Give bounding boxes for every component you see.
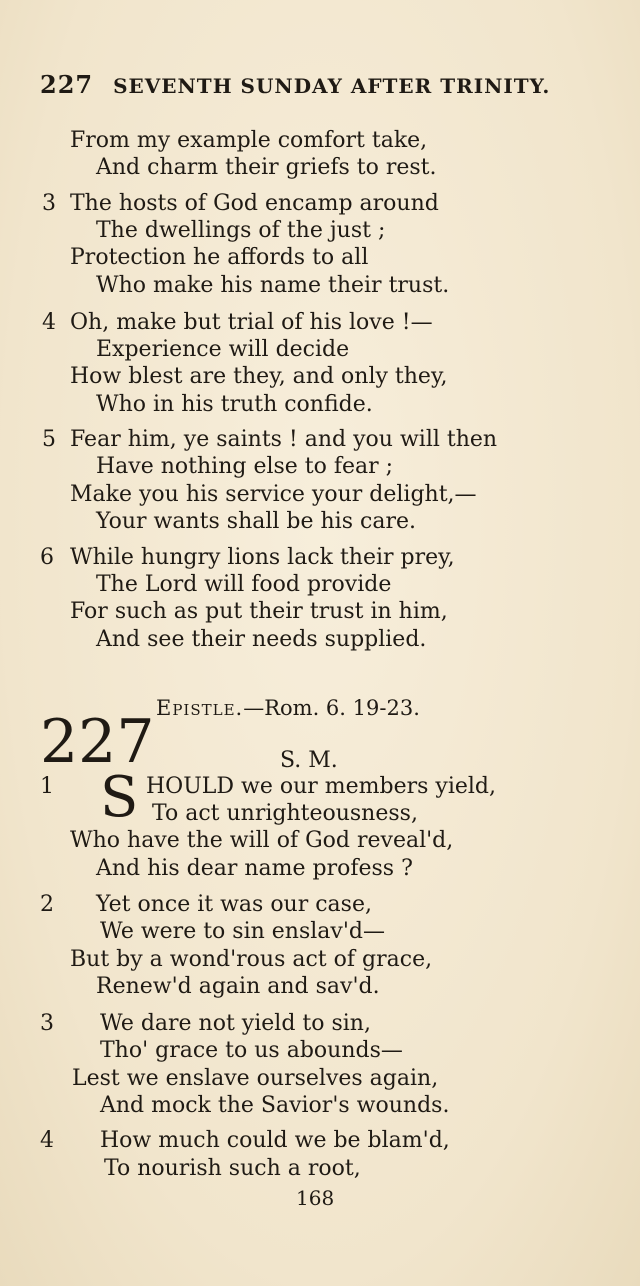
verse-line: And see their needs supplied. bbox=[96, 627, 427, 652]
verse-line: But by a wond'rous act of grace, bbox=[70, 947, 433, 972]
verse-line: The hosts of God encamp around bbox=[70, 191, 439, 216]
verse-line: We were to sin enslav'd— bbox=[100, 919, 385, 944]
page-number: 168 bbox=[296, 1186, 335, 1210]
verse-number: 3 bbox=[40, 1011, 54, 1036]
epistle-reference: —Rom. 6. 19-23. bbox=[243, 696, 420, 720]
verse-line: How blest are they, and only they, bbox=[70, 364, 448, 389]
hymn-number: 227 bbox=[40, 707, 155, 777]
verse-line: Tho' grace to us abounds— bbox=[100, 1038, 403, 1063]
epistle-heading bbox=[156, 696, 420, 720]
verse-number: 3 bbox=[42, 191, 56, 216]
verse-number: 5 bbox=[42, 427, 56, 452]
verse-line: Who in his truth confide. bbox=[96, 392, 373, 417]
verse-line: The dwellings of the just ; bbox=[96, 218, 386, 243]
verse-line: Protection he affords to all bbox=[70, 245, 369, 270]
drop-cap: S bbox=[100, 765, 139, 830]
epistle-label: Epistle. bbox=[156, 696, 244, 720]
verse-number: 4 bbox=[42, 310, 56, 335]
verse-line: While hungry lions lack their prey, bbox=[70, 545, 455, 570]
running-header bbox=[40, 70, 600, 99]
verse-line: Have nothing else to fear ; bbox=[96, 454, 394, 479]
header-title: SEVENTH SUNDAY AFTER TRINITY. bbox=[113, 74, 551, 98]
verse-line: And charm their griefs to rest. bbox=[96, 155, 437, 180]
verse-number: 1 bbox=[40, 774, 54, 799]
verse-line: Oh, make but trial of his love !— bbox=[70, 310, 433, 335]
header-page-ref: 227 bbox=[40, 70, 94, 99]
verse-line: Fear him, ye saints ! and you will then bbox=[70, 427, 498, 452]
verse-line: The Lord will food provide bbox=[96, 572, 392, 597]
verse-line: To act unrighteousness, bbox=[152, 801, 418, 826]
verse-line: For such as put their trust in him, bbox=[70, 599, 448, 624]
verse-line: Lest we enslave ourselves again, bbox=[72, 1066, 439, 1091]
verse-number: 2 bbox=[40, 892, 54, 917]
verse-line: And mock the Savior's wounds. bbox=[100, 1093, 450, 1118]
verse-line: We dare not yield to sin, bbox=[100, 1011, 371, 1036]
verse-line: From my example comfort take, bbox=[70, 128, 428, 153]
verse-line: Yet once it was our case, bbox=[96, 892, 372, 917]
verse-line: Who have the will of God reveal'd, bbox=[70, 828, 454, 853]
verse-line: Make you his service your delight,— bbox=[70, 482, 477, 507]
verse-line: Your wants shall be his care. bbox=[96, 509, 416, 534]
verse-line: HOULD we our members yield, bbox=[146, 774, 497, 799]
hymn-meter: S. M. bbox=[280, 748, 338, 773]
verse-line: To nourish such a root, bbox=[104, 1156, 361, 1181]
verse-number: 6 bbox=[40, 545, 54, 570]
verse-line: How much could we be blam'd, bbox=[100, 1128, 450, 1153]
verse-number: 4 bbox=[40, 1128, 54, 1153]
verse-line: And his dear name profess ? bbox=[96, 856, 413, 881]
verse-line: Who make his name their trust. bbox=[96, 273, 450, 298]
verse-line: Renew'd again and sav'd. bbox=[96, 974, 380, 999]
verse-line: Experience will decide bbox=[96, 337, 350, 362]
